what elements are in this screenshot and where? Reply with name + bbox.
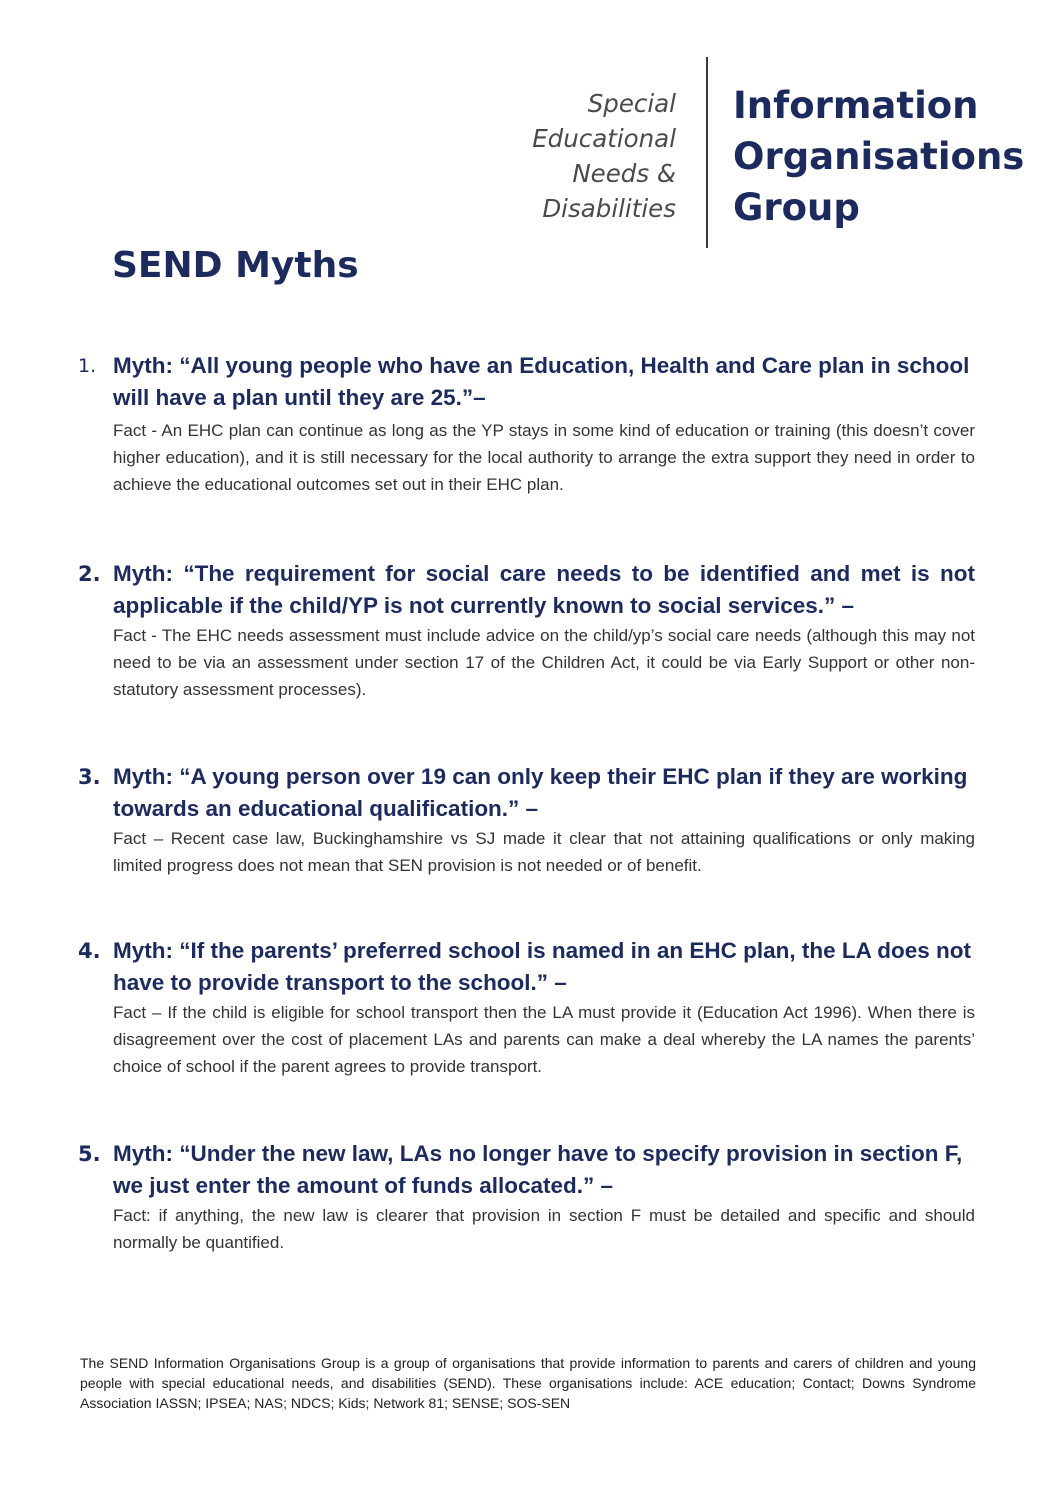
myth-number: 5. [78,1142,101,1166]
myth-heading: Myth: “A young person over 19 can only keep their EHC plan if they are working towards an educational qualification.” – [113,764,968,821]
logo-subtitle-line: Educational [532,124,676,153]
myth-fact: Fact: if anything, the new law is clearer that provision in section F must be detailed and specific and should normally be quantified. [113,1206,975,1252]
myth-fact: Fact - An EHC plan can continue as long as the YP stays in some kind of education or training (this doesn’t cover higher education), and it is still necessary for the local authority to arrange the extra support they need in order to achieve the educational outcomes set out in their EHC plan. [113,421,975,494]
myth-heading: Myth: “All young people who have an Education, Health and Care plan in school will have a plan until they are 25.”– [113,353,970,410]
myth-number: 1. [78,355,97,377]
page-title: SEND Myths [112,245,359,286]
myth-number: 4. [78,939,101,963]
myth-heading: Myth: “Under the new law, LAs no longer have to specify provision in section F, we just enter the amount of funds allocated.” – [113,1141,963,1198]
myth-fact: Fact – Recent case law, Buckinghamshire vs SJ made it clear that not attaining qualifications or only making limited progress does not mean that SEN provision is not needed or of benefit. [113,829,975,875]
logo-subtitle-line: Special [587,89,676,118]
logo-subtitle-line: Disabilities [542,194,676,223]
logo-wordmark-line: Group [733,186,860,229]
logo-subtitle [470,86,676,226]
myth-number: 3. [78,765,101,789]
logo-wordmark [733,80,1024,233]
logo-subtitle-line: Needs & [572,159,676,188]
logo-wordmark-line: Information [733,84,979,127]
myth-heading: Myth: “If the parents’ preferred school is named in an EHC plan, the LA does not have to provide transport to the school.” – [113,938,972,995]
logo-divider [706,57,708,248]
myth-fact: Fact – If the child is eligible for school transport then the LA must provide it (Education Act 1996). When there is disagreement over the cost of placement LAs and parents can make a deal whereby the LA names the parents’ choice of school if the parent agrees to provide transport. [113,1003,975,1076]
myth-heading: Myth: “The requirement for social care needs to be identified and met is not applicable if the child/YP is not currently known to social services.” – [113,561,975,618]
myth-number: 2. [78,562,101,586]
logo-wordmark-line: Organisations [733,135,1025,178]
myth-fact: Fact - The EHC needs assessment must include advice on the child/yp’s social care needs (although this may not need to be via an assessment under section 17 of the Children Act, it could be via Early Support or other non-statutory assessment processes). [113,626,975,699]
footer-note: The SEND Information Organisations Group is a group of organisations that provide information to parents and carers of children and young people with special educational needs, and disabilities (SEND). These organisations include: ACE education; Contact; Downs Syndrome Association IASSN; IPSEA; NAS; NDCS; Kids; Network 81; SENSE; SOS-SEN [80,1355,976,1411]
